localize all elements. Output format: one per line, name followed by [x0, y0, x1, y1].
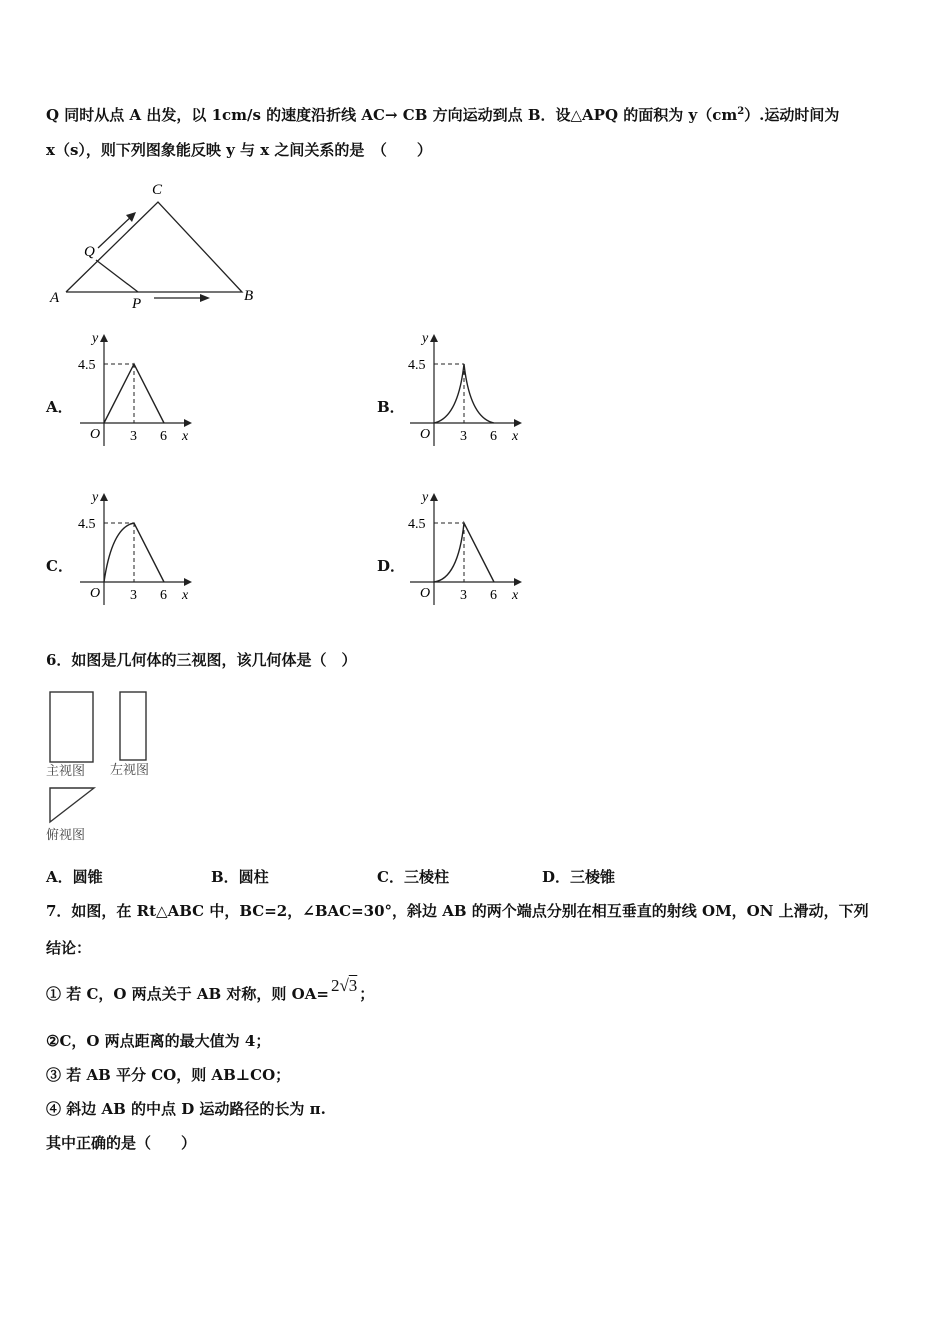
label-p: P	[132, 296, 142, 312]
q7-stem-line1: 7．如图，在 Rt△ABC 中，BC=2，∠BAC=30°，斜边 AB 的两个端点分别在相互垂直的射线 OM，ON 上滑动，下列	[46, 902, 869, 920]
ymax-label: 4.5	[78, 517, 96, 532]
label-b: B	[244, 288, 254, 304]
y-axis-arrow	[430, 334, 438, 342]
x-axis-arrow	[184, 419, 192, 427]
x-label: x	[182, 588, 189, 603]
x-label: x	[512, 588, 519, 603]
x2-label: 6	[160, 588, 167, 603]
q5-line1-text: Q 同时从点 A 出发，以 1cm/s 的速度沿折线 AC→ CB 方向运动到点 B．设△APQ 的面积为 y（cm	[46, 106, 738, 124]
q6-option-b: B．圆柱	[211, 868, 269, 886]
q6-option-a: A．圆锥	[46, 868, 103, 886]
q7-stem-line2: 结论：	[46, 939, 92, 957]
q5-option-b-label: B．	[377, 398, 405, 416]
label-c: C	[152, 182, 163, 198]
sqrt-coef: 2	[330, 976, 340, 995]
x2-label: 6	[490, 429, 497, 444]
q5-graph-a	[72, 328, 202, 448]
x-axis-arrow	[514, 578, 522, 586]
y-axis-arrow	[100, 334, 108, 342]
sqrt-radicand: 3	[348, 976, 358, 995]
x-axis-arrow	[514, 419, 522, 427]
q7-ask: 其中正确的是（ ）	[46, 1134, 197, 1152]
x1-label: 3	[460, 429, 467, 444]
x1-label: 3	[460, 588, 467, 603]
y-axis-arrow	[430, 493, 438, 501]
ymax-label: 4.5	[78, 358, 96, 373]
x1-label: 3	[130, 588, 137, 603]
x1-label: 3	[130, 429, 137, 444]
q5-line2: x（s），则下列图象能反映 y 与 x 之间关系的是 （ ）	[46, 141, 432, 159]
q5-line1-sup: 2	[737, 106, 745, 117]
q5-option-c-label: C．	[46, 557, 73, 575]
y-axis-arrow	[100, 493, 108, 501]
left-view-rect	[120, 692, 146, 760]
top-view-caption: 俯视图	[46, 828, 86, 843]
q5-triangle-figure	[40, 178, 270, 318]
x-label: x	[182, 429, 189, 444]
x-label: x	[512, 429, 519, 444]
y-label: y	[422, 490, 429, 505]
q6-option-d: D．三棱锥	[542, 868, 616, 886]
q6-option-c: C．三棱柱	[377, 868, 449, 886]
ymax-label: 4.5	[408, 517, 426, 532]
x2-label: 6	[490, 588, 497, 603]
origin-label: O	[420, 586, 431, 601]
q5-graph-c	[72, 487, 202, 607]
q7-conclusion-1	[46, 976, 375, 1004]
q7-c1-pre: ① 若 C，O 两点关于 AB 对称，则 OA=	[46, 985, 329, 1003]
ymax-label: 4.5	[408, 358, 426, 373]
q5-line1	[46, 102, 839, 125]
q7-c1-post: ；	[359, 985, 375, 1003]
y-label: y	[92, 490, 99, 505]
q5-option-a-label: A．	[46, 398, 73, 416]
q6-stem: 6．如图是几何体的三视图，该几何体是（ ）	[46, 651, 357, 669]
q5-graph-d	[402, 487, 532, 607]
sqrt-expression: 2√3	[330, 976, 358, 995]
left-view-caption: 左视图	[110, 763, 150, 778]
origin-label: O	[90, 586, 101, 601]
q7-conclusion-2: ②C，O 两点距离的最大值为 4；	[46, 1032, 271, 1050]
front-view-caption: 主视图	[46, 764, 86, 779]
origin-label: O	[420, 427, 431, 442]
front-view-rect	[50, 692, 93, 762]
x2-label: 6	[160, 429, 167, 444]
q7-conclusion-3: ③ 若 AB 平分 CO，则 AB⊥CO；	[46, 1066, 291, 1084]
q5-option-d-label: D．	[377, 557, 406, 575]
x-axis-arrow	[184, 578, 192, 586]
label-q: Q	[84, 244, 95, 260]
q7-conclusion-4: ④ 斜边 AB 的中点 D 运动路径的长为 π.	[46, 1100, 326, 1118]
q5-graph-b	[402, 328, 532, 448]
arrow-p-head	[200, 294, 210, 302]
q5-line1-end: ）.运动时间为	[744, 106, 840, 124]
y-label: y	[422, 331, 429, 346]
label-a: A	[50, 290, 60, 306]
segment-pq	[96, 260, 138, 292]
top-view-triangle	[50, 788, 94, 822]
y-label: y	[92, 331, 99, 346]
q6-three-views	[40, 686, 180, 846]
origin-label: O	[90, 427, 101, 442]
